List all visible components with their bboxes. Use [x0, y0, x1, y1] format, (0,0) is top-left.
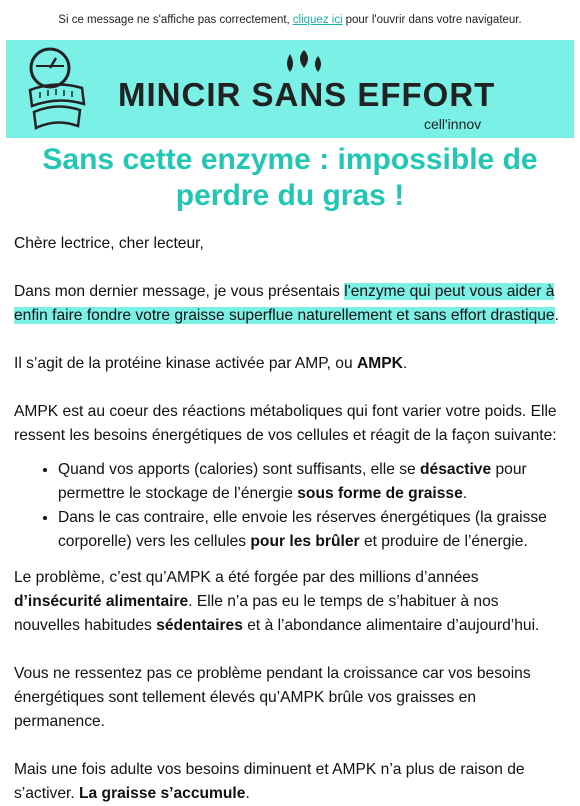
paragraph-2-end: .	[402, 355, 408, 372]
list-item	[58, 458, 566, 506]
list-text: Quand vos apports (calories) sont suffisants, elle se	[58, 461, 416, 478]
greeting: Chère lectrice, cher lecteur,	[14, 235, 204, 252]
paragraph-4-bold: d’insécurité alimentaire	[14, 593, 189, 610]
drops-icon	[282, 48, 328, 76]
list-item	[58, 506, 566, 554]
paragraph-4-text: et à l’abondance alimentaire d’aujourd’hui.	[247, 617, 540, 634]
paragraph-5: Vous ne ressentez pas ce problème pendant la croissance car vos besoins énergétiques sont tellement élevés qu’AMPK brûle vos graisses en permanence.	[14, 665, 531, 730]
ampk-list	[14, 458, 566, 554]
paragraph-6-end: .	[245, 785, 250, 802]
paragraph-3: AMPK est au coeur des réactions métaboliques qui font varier votre poids. Elle ressent les besoins énergétiques de vos cellules et réagit de la façon suivante:	[14, 403, 557, 444]
paragraph-6-text: Mais une fois adulte vos besoins diminuent et AMPK n’a plus de raison de s’activer.	[14, 761, 525, 802]
open-in-browser-link[interactable]: cliquez ici	[292, 14, 343, 26]
paragraph-4	[14, 566, 566, 638]
preheader-text-after: pour l'ouvrir dans votre navigateur.	[345, 14, 522, 26]
paragraph-2-text: Il s’agit de la protéine kinase activée par AMP, ou	[14, 355, 353, 372]
email-body	[0, 232, 580, 806]
list-text: .	[462, 485, 468, 502]
preheader-text-before: Si ce message ne s'affiche pas correctement,	[58, 14, 290, 26]
preheader	[0, 0, 580, 40]
brand-title: MINCIR SANS EFFORT	[118, 76, 496, 113]
paragraph-1-text: Dans mon dernier message, je vous présentais	[14, 283, 340, 300]
list-bold: sous forme de graisse	[297, 485, 463, 502]
paragraph-1-end: .	[554, 307, 559, 324]
header-banner	[6, 40, 574, 138]
scale-tape-logo-icon	[20, 46, 92, 132]
list-text: pour permettre le stockage de l’énergie	[58, 461, 527, 502]
paragraph-4-text: . Elle n’a pas eu le temps de s’habituer à nos nouvelles habitudes	[14, 593, 499, 634]
paragraph-2	[14, 352, 566, 376]
paragraph-4-bold: sédentaires	[156, 617, 243, 634]
brand-subtitle: cell'innov	[424, 116, 482, 132]
paragraph-1	[14, 280, 566, 328]
headline: Sans cette enzyme : impossible de perdre du gras !	[42, 143, 538, 212]
highlighted-text: l'enzyme qui peut vous aider à enfin faire fondre votre graisse superflue naturellement et sans effort drastique	[14, 283, 555, 324]
paragraph-4-text: Le problème, c’est qu’AMPK a été forgée par des millions d’années	[14, 569, 479, 586]
ampk-bold: AMPK	[357, 355, 403, 372]
paragraph-6	[14, 758, 566, 806]
list-text: et produire de l’énergie.	[363, 533, 528, 550]
list-bold: désactive	[420, 461, 492, 478]
list-text: Dans le cas contraire, elle envoie les réserves énergétiques (la graisse corporelle) vers les cellules	[58, 509, 547, 550]
paragraph-6-bold: La graisse s’accumule	[79, 785, 246, 802]
list-bold: pour les brûler	[250, 533, 360, 550]
